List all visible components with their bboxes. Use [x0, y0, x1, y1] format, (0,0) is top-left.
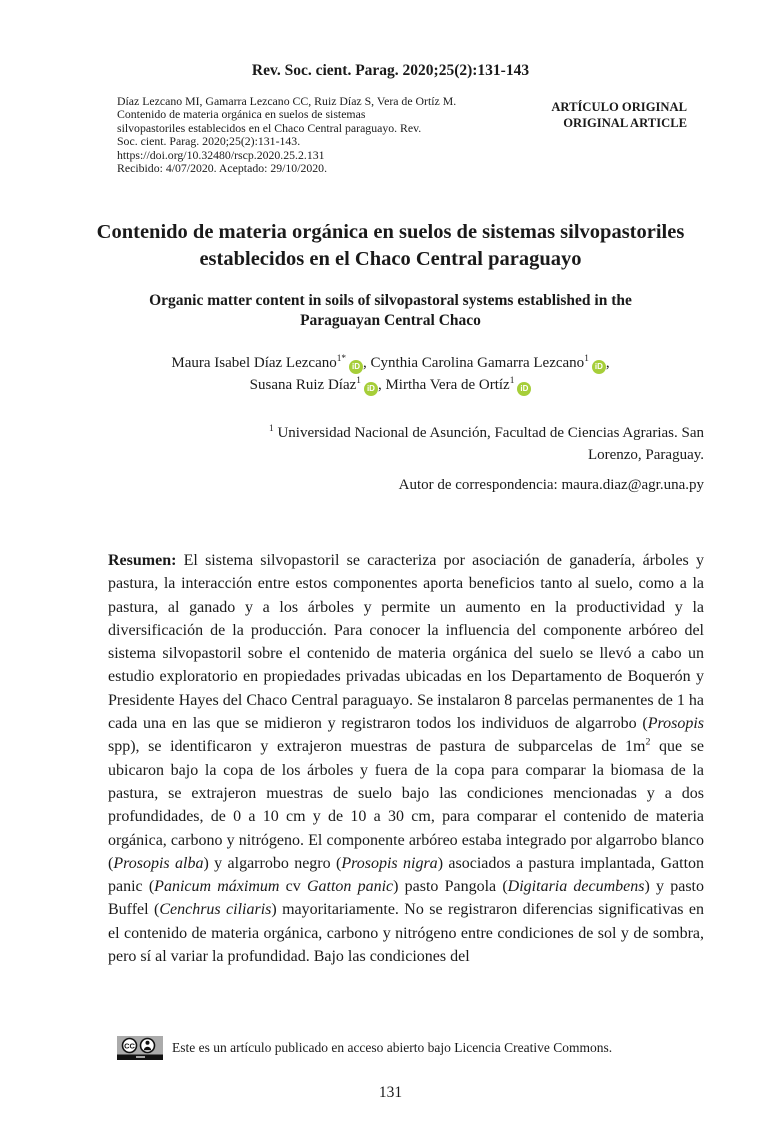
abstract-segment: Prosopis [647, 715, 704, 733]
citation-line: Díaz Lezcano MI, Gamarra Lezcano CC, Ruiz Díaz S, Vera de Ortíz M. [117, 94, 457, 108]
citation-line: Contenido de materia orgánica en suelos de sistemas [117, 107, 366, 122]
orcid-icon[interactable]: iD [517, 382, 531, 396]
correspondence-label: Autor de correspondencia: [398, 477, 562, 493]
abstract-segment: ) y pasto Buffel ( [108, 878, 704, 919]
orcid-icon[interactable]: iD [364, 382, 378, 396]
abstract-segment: ) pasto Pangola ( [393, 878, 508, 896]
abstract-segment: 2 [645, 737, 651, 749]
abstract-segment: Cenchrus ciliaris [159, 901, 272, 919]
title-spanish [0, 219, 781, 272]
citation-line: Recibido: 4/07/2020. Aceptado: 29/10/2020. [117, 161, 328, 176]
page-number: 131 [378, 1084, 403, 1101]
orcid-icon[interactable]: iD [592, 360, 606, 374]
abstract-segment: spp), se identificaron y extrajeron muestras de pastura de subparcelas de 1m [108, 738, 646, 756]
affiliation [108, 423, 704, 466]
affiliation-line-2: Lorenzo, Paraguay. [587, 446, 704, 463]
citation-line: silvopastoriles establecidos en el Chaco Central paraguayo. Rev. [117, 120, 422, 135]
abstract-segment: ) mayoritariamente. No se registraron diferencias significativas en el contenido de materia orgánica, carbono y nitrógeno entre condiciones de sol y de sombra, pero sí al variar la profundidad. Bajo las condiciones del [108, 901, 705, 966]
abstract-segment: Prosopis alba [113, 854, 204, 872]
article-type-es: ARTÍCULO ORIGINAL [551, 100, 687, 114]
affiliation-sup: 1 [269, 424, 274, 434]
cc-letters: CC [124, 1041, 135, 1051]
author-affiliation-sup: 1 [584, 354, 589, 364]
cc-by-icon [117, 1036, 163, 1060]
author-name: Maura Isabel Díaz Lezcano$^{1*}$ [171, 354, 347, 371]
header-row [117, 95, 687, 175]
article-type-label [551, 95, 687, 131]
authors-line: Maura Isabel Díaz Lezcano$^{1*}$iD , Cynthia Carolina Gamarra Lezcano$^1$iD , Susana Ruiz Díaz$^1$iD , Mirtha Vera de Ortíz$^1$iD [0, 353, 781, 396]
author-affiliation-sup: 1 [356, 375, 361, 386]
abstract-segment: El sistema silvopastoril se caracteriza por asociación de ganadería, árboles y pastura, la interacción entre estos componentes aporta beneficios tanto al suelo, como a la pastura, al ganado y a los árboles y permite un aumento en la productividad y la diversificación de la producción. Para conocer la influencia del componente arbóreo del sistema silvopastoril sobre el contenido de materia orgánica del suelo se llevó a cabo un estudio exploratorio en propiedades privadas ubicadas en los Departamento de Boquerón y Presidente Hayes del Chaco Central paraguayo. Se instalaron 8 parcelas permanentes de 1 ha cada una en las que se midieron y registraron todos los individuos de algarrobo ( [108, 552, 704, 733]
journal-reference: Rev. Soc. cient. Parag. 2020;25(2):131-143 [251, 62, 530, 79]
abstract-segment: Gatton panic [306, 878, 394, 896]
abstract-segment: Panicum máximum [154, 878, 280, 896]
affiliation-text: Universidad Nacional de Asunción, Facultad de Ciencias Agrarias. San [273, 425, 704, 441]
title-english-text: Organic matter content in soils of silvopastoral systems established in the Paraguayan Central Chaco [149, 292, 632, 329]
license-text: Este es un artículo publicado en acceso abierto bajo Licencia Creative Commons. [172, 1040, 613, 1055]
author-name: Cynthia Carolina Gamarra Lezcano$^1$ [370, 354, 589, 371]
author-name: Susana Ruiz Díaz$^1$ [249, 375, 361, 393]
citation-block [117, 95, 482, 175]
abstract-segment: Resumen: [108, 552, 177, 569]
title-spanish-text: Contenido de materia orgánica en suelos de sistemas silvopastoriles establecidos en el Chaco Central paraguayo [96, 221, 685, 270]
correspondence-line [108, 477, 704, 494]
correspondence-email[interactable]: maura.diaz@agr.una.py [561, 477, 704, 493]
footer-license [117, 1036, 701, 1060]
title-english [0, 291, 781, 331]
doi-link[interactable]: https://doi.org/10.32480/rscp.2020.25.2.131 [117, 147, 325, 162]
abstract-segment: Digitaria decumbens [507, 878, 645, 896]
abstract-segment: Prosopis nigra [341, 854, 438, 872]
orcid-icon[interactable]: iD [349, 360, 363, 374]
abstract-segment: ) y algarrobo negro ( [203, 854, 342, 872]
abstract-segment: que se ubicaron bajo la copa de los árboles y fuera de la copa para comparar la biomasa de la pastura, se extrajeron muestras de suelo bajo las condiciones mencionadas y a dos profundidades, de 0 a 10 cm y de 10 a 30 cm, para comparar el contenido de materia orgánica, carbono y nitrógeno. El componente arbóreo estaba integrado por algarrobo blanco ( [108, 738, 705, 872]
abstract-paragraph [108, 549, 704, 968]
abstract-segment: cv [279, 878, 307, 896]
article-type-en: ORIGINAL ARTICLE [563, 115, 687, 130]
citation-line: Soc. cient. Parag. 2020;25(2):131-143. [117, 134, 301, 149]
abstract-segment: ) asociados a pastura implantada, Gatton panic ( [108, 854, 705, 896]
author-name: Mirtha Vera de Ortíz$^1$ [385, 375, 515, 393]
affiliation-line-1 [108, 423, 704, 445]
author-affiliation-sup: 1 [509, 375, 515, 386]
author-affiliation-sup: 1* [336, 354, 347, 364]
